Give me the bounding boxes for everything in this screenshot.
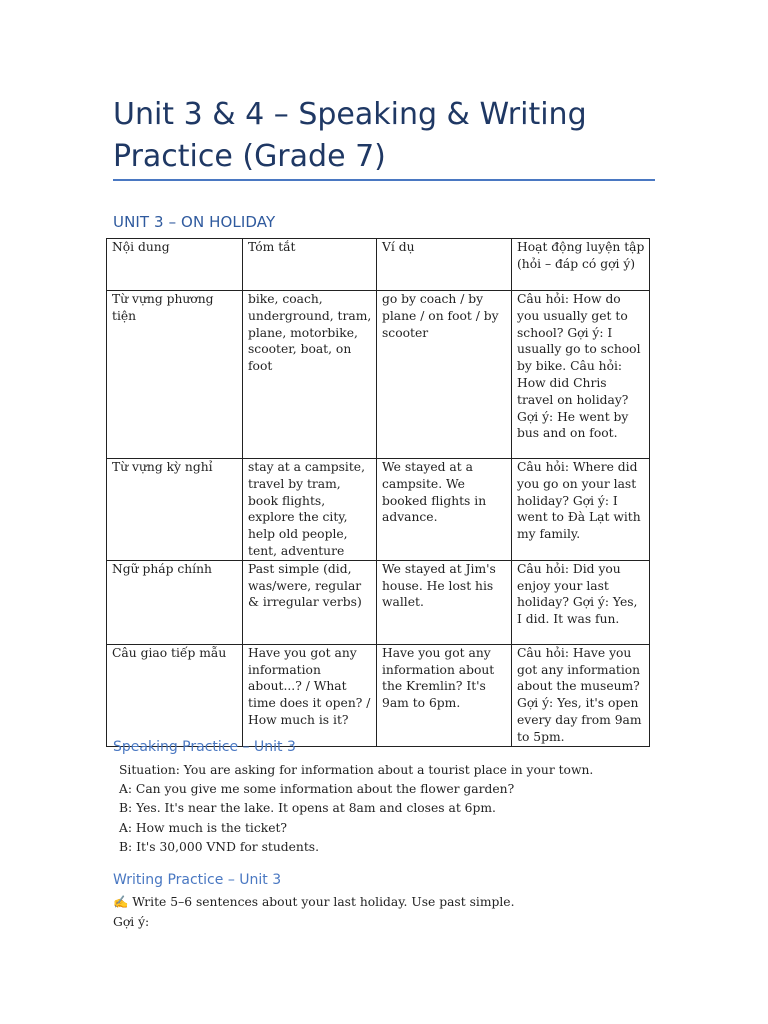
title-divider [113,179,655,181]
table-cell: Câu hỏi: Did you enjoy your last holiday? Gợi ý: Yes, I did. It was fun. [512,560,650,644]
title-line-2: Practice (Grade 7) [113,139,386,174]
table-cell: stay at a campsite, travel by tram, book flights, explore the city, help old people, tent, adventure [243,459,377,561]
table-cell: Ngữ pháp chính [107,560,243,644]
table-cell: Từ vựng kỳ nghỉ [107,459,243,561]
speaking-line: A: How much is the ticket? [119,820,288,835]
table-cell: Câu hỏi: Where did you go on your last holiday? Gợi ý: I went to Đà Lạt with my family. [512,459,650,561]
table-cell: Từ vựng phương tiện [107,291,243,459]
table-cell: Have you got any information about the Kremlin? It's 9am to 6pm. [377,644,512,746]
table-cell: go by coach / by plane / on foot / by scooter [377,291,512,459]
table-row [107,560,650,644]
speaking-line: B: It's 30,000 VND for students. [119,839,319,854]
table-cell: Câu hỏi: How do you usually get to school? Gợi ý: I usually go to school by bike. Câu hỏi: How did Chris travel on holiday? Gợi ý: He went by bus and on foot. [512,291,650,459]
speaking-dialogue [119,761,679,857]
table-row [107,291,650,459]
writing-heading: Writing Practice – Unit 3 [113,872,282,888]
table-header-cell: Tóm tắt [243,239,377,291]
table-cell: We stayed at a campsite. We booked flights in advance. [377,459,512,561]
table-header-row [107,239,650,291]
table-cell: Câu hỏi: Have you got any information about the museum? Gợi ý: Yes, it's open every day from 9am to 5pm. [512,644,650,746]
table-row [107,459,650,561]
table-cell: We stayed at Jim's house. He lost his wallet. [377,560,512,644]
unit-heading: UNIT 3 – ON HOLIDAY [113,213,276,231]
table-cell: bike, coach, underground, tram, plane, motorbike, scooter, boat, on foot [243,291,377,459]
writing-instruction: ✍ Write 5–6 sentences about your last holiday. Use past simple. [113,895,515,909]
speaking-heading: Speaking Practice – Unit 3 [113,739,296,755]
writing-instructions [113,893,673,932]
title-line-1: Unit 3 & 4 – Speaking & Writing [113,97,587,132]
document-title [113,94,673,178]
table-header-cell: Nội dung [107,239,243,291]
writing-hint-label: Gợi ý: [113,914,150,929]
unit-summary-table [106,238,650,747]
table-cell: Have you got any information about...? / What time does it open? / How much is it? [243,644,377,746]
table-cell: Past simple (did, was/were, regular & irregular verbs) [243,560,377,644]
table-header-cell: Hoạt động luyện tập (hỏi – đáp có gợi ý) [512,239,650,291]
table-row [107,644,650,746]
table-cell: Câu giao tiếp mẫu [107,644,243,746]
speaking-line: A: Can you give me some information about the flower garden? [119,782,515,797]
table-header-cell: Ví dụ [377,239,512,291]
speaking-line: B: Yes. It's near the lake. It opens at 8am and closes at 6pm. [119,801,496,816]
speaking-line: Situation: You are asking for information about a tourist place in your town. [119,763,594,777]
